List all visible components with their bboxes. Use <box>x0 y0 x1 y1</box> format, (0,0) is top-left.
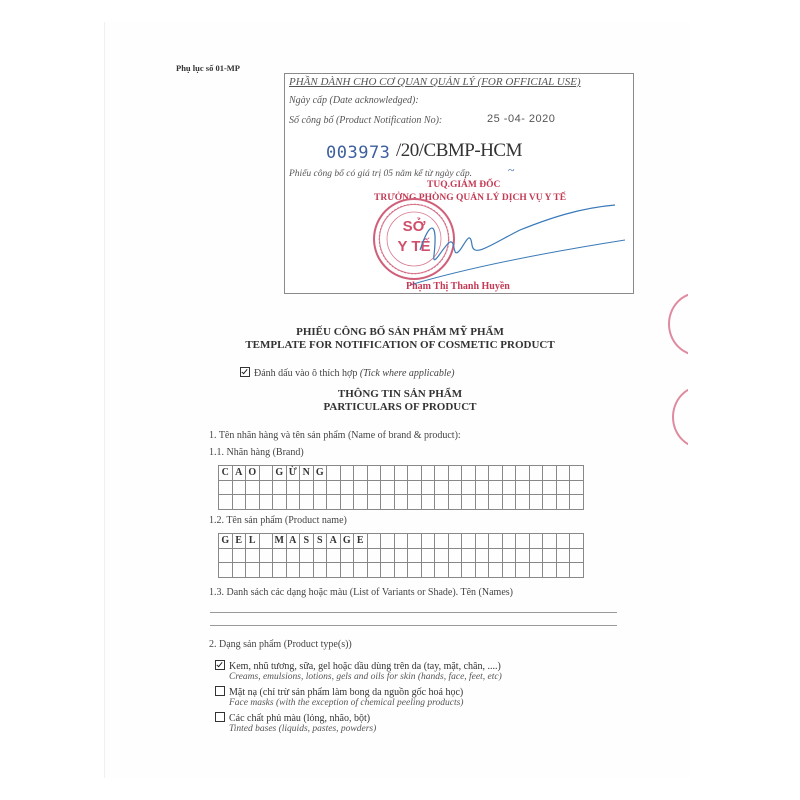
grid-cell[interactable] <box>340 466 354 481</box>
grid-cell[interactable] <box>556 563 570 578</box>
option-3-en: Tinted bases (liquids, pastes, powders) <box>229 724 377 734</box>
grid-cell[interactable] <box>489 466 503 481</box>
grid-cell[interactable] <box>448 563 462 578</box>
grid-cell[interactable] <box>529 495 543 510</box>
grid-cell[interactable] <box>462 534 476 549</box>
grid-cell[interactable] <box>367 466 381 481</box>
grid-cell[interactable] <box>381 480 395 495</box>
grid-cell[interactable] <box>408 548 422 563</box>
grid-cell[interactable] <box>408 563 422 578</box>
form-title-vi: PHIẾU CÔNG BỐ SẢN PHẨM MỸ PHẨM <box>296 326 504 338</box>
grid-cell[interactable] <box>529 534 543 549</box>
checkbox-unchecked-icon[interactable] <box>215 686 225 696</box>
option-1-en: Creams, emulsions, lotions, gels and oils for skin (hands, face, feet, etc) <box>229 672 502 682</box>
tick-note-vi: Đánh dấu vào ô thích hợp <box>254 368 358 379</box>
grid-cell[interactable] <box>408 480 422 495</box>
grid-cell[interactable] <box>502 495 516 510</box>
grid-cell[interactable]: Ừ <box>286 466 300 481</box>
notification-number-label: Số công bố (Product Notification No): <box>289 115 443 126</box>
grid-cell[interactable]: G <box>273 466 287 481</box>
grid-cell[interactable] <box>381 548 395 563</box>
grid-cell[interactable] <box>489 495 503 510</box>
grid-cell[interactable] <box>502 466 516 481</box>
grid-cell[interactable] <box>475 534 489 549</box>
grid-cell[interactable] <box>394 480 408 495</box>
appendix-label: Phụ lục số 01-MP <box>176 63 240 73</box>
stamp-text-line1: SỞ <box>402 218 426 235</box>
grid-cell[interactable] <box>367 495 381 510</box>
section-title-en: PARTICULARS OF PRODUCT <box>323 401 477 413</box>
grid-cell[interactable] <box>340 495 354 510</box>
grid-cell[interactable] <box>556 548 570 563</box>
grid-cell[interactable] <box>448 534 462 549</box>
grid-cell[interactable] <box>408 466 422 481</box>
question-1-1: 1.1. Nhãn hàng (Brand) <box>209 447 304 458</box>
grid-cell[interactable]: G <box>340 534 354 549</box>
question-1-2: 1.2. Tên sản phẩm (Product name) <box>209 515 347 526</box>
grid-cell[interactable] <box>300 563 314 578</box>
grid-cell[interactable] <box>462 495 476 510</box>
grid-cell[interactable] <box>259 495 273 510</box>
grid-cell[interactable] <box>259 480 273 495</box>
grid-cell[interactable] <box>340 548 354 563</box>
option-2-vi: Mặt nạ (chỉ trừ sản phẩm làm bong da nguồn gốc hoá học) <box>229 687 464 698</box>
tick-note-en: (Tick where applicable) <box>359 368 455 379</box>
form-title-en: TEMPLATE FOR NOTIFICATION OF COSMETIC PRODUCT <box>245 339 555 351</box>
grid-cell[interactable] <box>448 466 462 481</box>
grid-cell[interactable] <box>475 466 489 481</box>
grid-cell[interactable] <box>448 480 462 495</box>
grid-cell[interactable]: S <box>300 534 314 549</box>
notification-number-suffix: /20/CBMP-HCM <box>396 140 522 161</box>
handwritten-tick-icon: ~ <box>508 163 515 177</box>
grid-cell[interactable] <box>475 548 489 563</box>
grid-cell[interactable] <box>556 480 570 495</box>
grid-cell[interactable] <box>570 548 584 563</box>
checkbox-unchecked-icon[interactable] <box>215 712 225 722</box>
grid-cell[interactable] <box>543 563 557 578</box>
grid-cell[interactable] <box>246 495 260 510</box>
product-type-option-2[interactable] <box>215 686 463 708</box>
variants-line-1[interactable] <box>210 612 617 613</box>
grid-cell[interactable] <box>232 563 246 578</box>
option-2-en: Face masks (with the exception of chemical peeling products) <box>229 698 464 708</box>
grid-cell[interactable] <box>273 480 287 495</box>
grid-cell[interactable] <box>354 466 368 481</box>
grid-cell[interactable] <box>543 495 557 510</box>
grid-cell[interactable] <box>246 480 260 495</box>
validity-note: Phiếu công bố có giá trị 05 năm kể từ ngày cấp. <box>289 169 473 179</box>
grid-cell[interactable] <box>570 466 584 481</box>
checkbox-checked-icon <box>240 367 250 377</box>
grid-cell[interactable] <box>354 563 368 578</box>
grid-cell[interactable] <box>394 466 408 481</box>
grid-cell[interactable] <box>543 534 557 549</box>
grid-cell[interactable] <box>489 534 503 549</box>
grid-cell[interactable] <box>502 534 516 549</box>
grid-cell[interactable] <box>340 563 354 578</box>
grid-cell[interactable] <box>232 495 246 510</box>
grid-cell[interactable] <box>219 495 233 510</box>
grid-cell[interactable] <box>435 534 449 549</box>
grid-cell[interactable] <box>529 480 543 495</box>
grid-cell[interactable] <box>367 548 381 563</box>
grid-cell[interactable]: A <box>232 466 246 481</box>
question-1: 1. Tên nhãn hàng và tên sản phẩm (Name of brand & product): <box>209 430 461 441</box>
grid-cell[interactable]: O <box>246 466 260 481</box>
grid-cell[interactable] <box>286 495 300 510</box>
grid-cell[interactable] <box>367 563 381 578</box>
grid-cell[interactable] <box>232 548 246 563</box>
grid-cell[interactable] <box>570 480 584 495</box>
grid-cell[interactable] <box>556 466 570 481</box>
question-2: 2. Dạng sản phẩm (Product type(s)) <box>209 639 352 650</box>
grid-cell[interactable] <box>462 480 476 495</box>
grid-cell[interactable] <box>475 563 489 578</box>
grid-cell[interactable] <box>340 480 354 495</box>
grid-cell[interactable] <box>516 563 530 578</box>
grid-cell[interactable] <box>313 548 327 563</box>
grid-cell[interactable] <box>259 534 273 549</box>
grid-cell[interactable] <box>286 563 300 578</box>
grid-cell[interactable] <box>475 495 489 510</box>
grid-cell[interactable] <box>354 480 368 495</box>
grid-cell[interactable]: A <box>327 534 341 549</box>
grid-cell[interactable] <box>259 466 273 481</box>
grid-cell[interactable] <box>421 563 435 578</box>
grid-cell[interactable] <box>421 548 435 563</box>
grid-cell[interactable] <box>232 480 246 495</box>
signature-icon <box>400 200 630 290</box>
grid-cell[interactable] <box>273 495 287 510</box>
signer-name: Phạm Thị Thanh Huyền <box>406 281 510 292</box>
grid-cell[interactable] <box>462 466 476 481</box>
grid-cell[interactable] <box>327 466 341 481</box>
grid-cell[interactable] <box>543 480 557 495</box>
tick-note <box>240 367 454 379</box>
grid-cell[interactable] <box>300 480 314 495</box>
grid-cell[interactable] <box>435 480 449 495</box>
grid-cell[interactable] <box>367 534 381 549</box>
signer-title-2: TRƯỞNG PHÒNG QUẢN LÝ DỊCH VỤ Y TẾ <box>374 193 567 203</box>
grid-cell[interactable]: M <box>273 534 287 549</box>
variants-line-2[interactable] <box>210 625 617 626</box>
checkbox-checked-icon[interactable] <box>215 660 225 670</box>
grid-cell[interactable] <box>286 480 300 495</box>
grid-cell[interactable] <box>394 563 408 578</box>
grid-cell[interactable]: A <box>286 534 300 549</box>
grid-cell[interactable] <box>529 466 543 481</box>
grid-cell[interactable]: N <box>300 466 314 481</box>
grid-cell[interactable] <box>327 548 341 563</box>
grid-cell[interactable] <box>435 548 449 563</box>
grid-cell[interactable] <box>394 534 408 549</box>
grid-cell[interactable] <box>219 563 233 578</box>
grid-cell[interactable] <box>570 495 584 510</box>
section-title-vi: THÔNG TIN SẢN PHẨM <box>337 388 463 400</box>
grid-cell[interactable] <box>394 495 408 510</box>
grid-cell[interactable] <box>313 563 327 578</box>
grid-cell[interactable] <box>462 548 476 563</box>
grid-cell[interactable] <box>516 480 530 495</box>
stamp-text-line2: Y TẾ <box>397 238 431 255</box>
grid-cell[interactable] <box>543 548 557 563</box>
grid-cell[interactable] <box>327 563 341 578</box>
grid-cell[interactable] <box>219 480 233 495</box>
notification-number-value: 003973 <box>326 143 391 163</box>
product-type-option-3[interactable] <box>215 712 376 734</box>
grid-cell[interactable] <box>543 466 557 481</box>
grid-cell[interactable] <box>435 495 449 510</box>
grid-cell[interactable] <box>219 548 233 563</box>
product-name-grid[interactable] <box>218 533 584 578</box>
grid-cell[interactable] <box>273 563 287 578</box>
grid-cell[interactable] <box>327 480 341 495</box>
grid-cell[interactable] <box>489 563 503 578</box>
grid-cell[interactable] <box>421 534 435 549</box>
grid-cell[interactable] <box>300 495 314 510</box>
grid-cell[interactable]: G <box>313 466 327 481</box>
grid-cell[interactable] <box>502 480 516 495</box>
grid-cell[interactable]: E <box>232 534 246 549</box>
grid-cell[interactable] <box>246 563 260 578</box>
grid-cell[interactable] <box>556 495 570 510</box>
grid-cell[interactable]: S <box>313 534 327 549</box>
grid-cell[interactable]: E <box>354 534 368 549</box>
grid-cell[interactable] <box>327 495 341 510</box>
product-type-option-1[interactable] <box>215 660 502 682</box>
grid-cell[interactable] <box>516 495 530 510</box>
grid-cell[interactable] <box>300 548 314 563</box>
grid-cell[interactable] <box>354 548 368 563</box>
grid-cell[interactable] <box>489 480 503 495</box>
grid-cell[interactable] <box>381 534 395 549</box>
grid-cell[interactable] <box>408 495 422 510</box>
grid-cell[interactable]: C <box>219 466 233 481</box>
grid-cell[interactable] <box>246 548 260 563</box>
grid-cell[interactable] <box>421 480 435 495</box>
grid-cell[interactable] <box>475 480 489 495</box>
signer-title-1: TUQ.GIÁM ĐỐC <box>427 180 501 190</box>
grid-cell[interactable] <box>516 548 530 563</box>
grid-cell[interactable] <box>516 534 530 549</box>
grid-cell[interactable] <box>273 548 287 563</box>
official-use-title: PHẦN DÀNH CHO CƠ QUAN QUẢN LÝ (FOR OFFICIAL USE) <box>289 76 581 88</box>
grid-cell[interactable] <box>367 480 381 495</box>
grid-cell[interactable] <box>489 548 503 563</box>
grid-cell[interactable] <box>394 548 408 563</box>
grid-cell[interactable] <box>556 534 570 549</box>
grid-cell[interactable] <box>570 563 584 578</box>
grid-cell[interactable] <box>462 563 476 578</box>
grid-cell[interactable] <box>259 548 273 563</box>
grid-cell[interactable] <box>286 548 300 563</box>
grid-cell[interactable] <box>421 466 435 481</box>
grid-cell[interactable] <box>529 548 543 563</box>
grid-cell[interactable] <box>354 495 368 510</box>
grid-cell[interactable] <box>529 563 543 578</box>
grid-cell[interactable]: L <box>246 534 260 549</box>
grid-cell[interactable] <box>313 495 327 510</box>
grid-cell[interactable] <box>421 495 435 510</box>
grid-cell[interactable] <box>516 466 530 481</box>
date-acknowledged-value: 25 -04- 2020 <box>487 113 556 125</box>
grid-cell[interactable] <box>435 466 449 481</box>
option-3-vi: Các chất phủ màu (lỏng, nhão, bột) <box>229 713 371 724</box>
grid-cell[interactable] <box>435 563 449 578</box>
date-acknowledged-label: Ngày cấp (Date acknowledged): <box>289 95 419 106</box>
question-1-3: 1.3. Danh sách các dạng hoặc màu (List of Variants or Shade). Tên (Names) <box>209 587 513 598</box>
brand-grid[interactable] <box>218 465 584 510</box>
grid-cell[interactable] <box>313 480 327 495</box>
grid-cell[interactable] <box>570 534 584 549</box>
grid-cell[interactable] <box>259 563 273 578</box>
option-1-vi: Kem, nhũ tương, sữa, gel hoặc dầu dùng trên da (tay, mặt, chân, ....) <box>229 661 501 672</box>
grid-cell[interactable] <box>381 466 395 481</box>
grid-cell[interactable] <box>502 548 516 563</box>
grid-cell[interactable] <box>502 563 516 578</box>
grid-cell[interactable] <box>448 495 462 510</box>
grid-cell[interactable] <box>448 548 462 563</box>
grid-cell[interactable] <box>408 534 422 549</box>
grid-cell[interactable] <box>381 495 395 510</box>
grid-cell[interactable]: G <box>219 534 233 549</box>
grid-cell[interactable] <box>381 563 395 578</box>
